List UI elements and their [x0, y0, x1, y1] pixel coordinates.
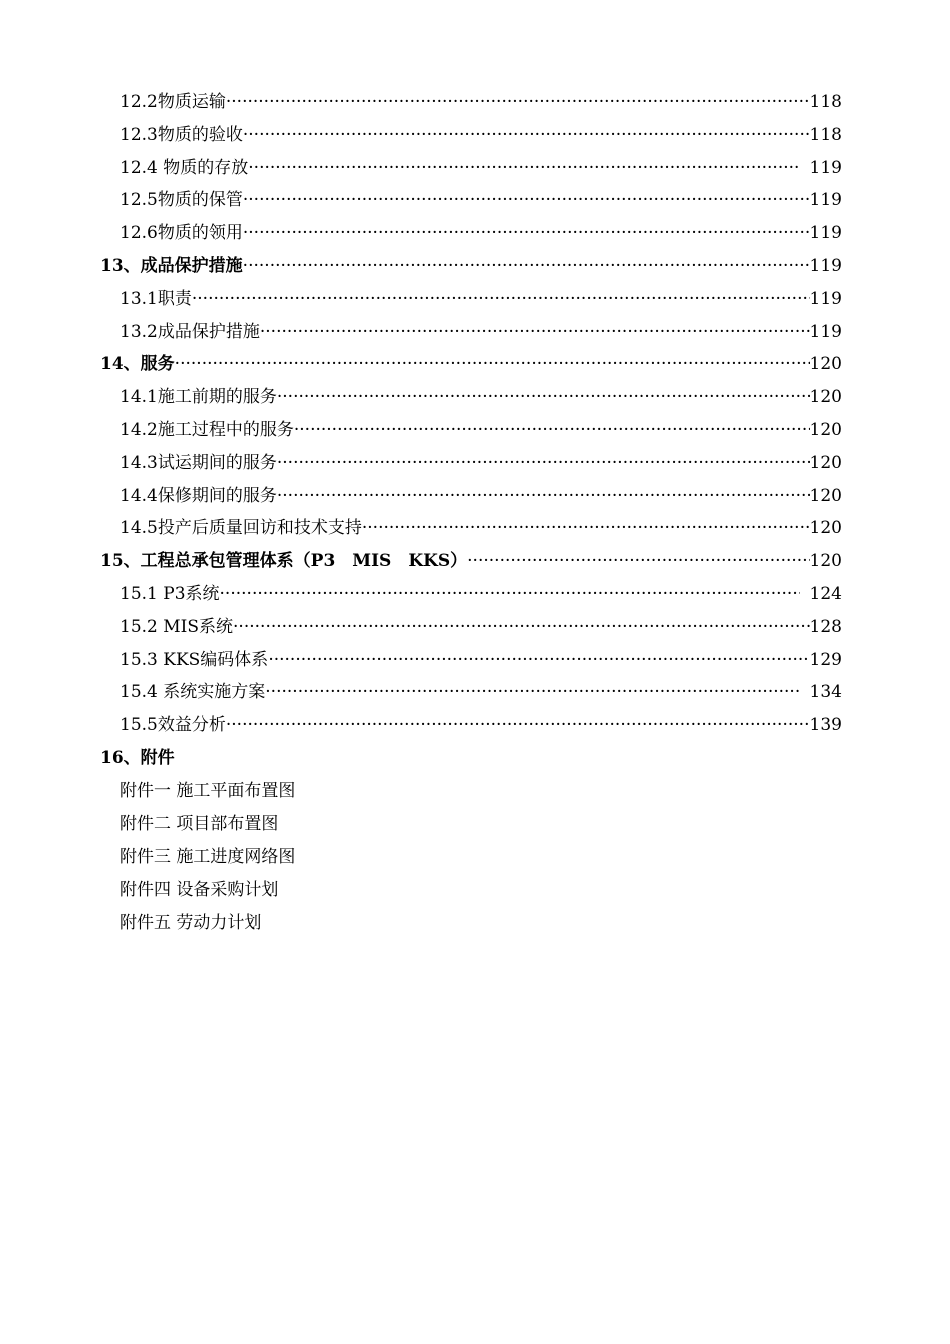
- toc-page-number: 134: [809, 682, 842, 703]
- toc-page-number: 120: [809, 419, 842, 440]
- toc-entry-title: 12.3物质的验收: [120, 124, 243, 145]
- dot-leader: [192, 283, 810, 316]
- toc-entry-title: 16、附件: [100, 747, 175, 768]
- toc-heading-attachments[interactable]: [100, 742, 842, 775]
- toc-entries: [100, 86, 842, 742]
- toc-entry-title: 14.4保修期间的服务: [120, 485, 277, 506]
- toc-entry-title: 15、工程总承包管理体系（P3 MIS KKS）: [100, 551, 468, 572]
- toc-entry[interactable]: [100, 119, 842, 152]
- dot-leader: [243, 250, 810, 283]
- toc-page-number: 128: [809, 616, 842, 637]
- toc-page-number: 120: [809, 387, 842, 408]
- dot-leader: [260, 316, 810, 349]
- toc-entry-title: 14.3试运期间的服务: [120, 452, 277, 473]
- appendix-item[interactable]: 附件四 设备采购计划: [120, 880, 279, 901]
- toc-entry[interactable]: [100, 414, 842, 447]
- toc-entry-title: 13.1职责: [120, 288, 192, 309]
- toc-entry-title: 15.3 KKS编码体系: [120, 649, 269, 670]
- appendix-item[interactable]: 附件一 施工平面布置图: [120, 780, 296, 801]
- dot-leader: [175, 348, 810, 381]
- dot-leader: [226, 86, 810, 119]
- toc-entry-title: 12.2物质运输: [120, 92, 226, 112]
- dot-leader: [467, 545, 809, 578]
- dot-leader: [294, 414, 810, 447]
- toc-entry-title: 15.5效益分析: [120, 715, 226, 736]
- dot-leader: [243, 119, 810, 152]
- toc-page-number: 119: [809, 321, 842, 342]
- toc-page-number: 139: [809, 715, 842, 736]
- toc-entry-title: 12.6物质的领用: [120, 223, 243, 244]
- toc-entry[interactable]: [100, 316, 842, 349]
- dot-leader: [248, 152, 799, 185]
- toc-page-number: 119: [809, 255, 842, 276]
- toc-page-number: 120: [809, 452, 842, 473]
- toc-page-number: 119: [809, 190, 842, 211]
- appendix-item[interactable]: 附件三 施工进度网络图: [120, 847, 296, 868]
- appendix-item[interactable]: 附件二 项目部布置图: [120, 813, 279, 834]
- toc-page-number: 120: [809, 551, 842, 572]
- toc-entry-title: 15.1 P3系统: [120, 583, 220, 604]
- toc-page-number: 119: [809, 288, 842, 309]
- dot-leader: [243, 184, 810, 217]
- toc-page-number: 119: [809, 223, 842, 244]
- toc-entry-title: 13、成品保护措施: [100, 255, 243, 276]
- appendix-item[interactable]: 附件五 劳动力计划: [120, 913, 262, 934]
- toc-entry-title: 15.2 MIS系统: [120, 616, 234, 637]
- dot-leader: [243, 217, 810, 250]
- toc-entry[interactable]: [100, 283, 842, 316]
- dot-leader: [220, 578, 800, 611]
- toc-page-number: 120: [809, 354, 842, 375]
- toc-entry[interactable]: [100, 480, 842, 513]
- dot-leader: [265, 676, 799, 709]
- toc-entry[interactable]: [100, 447, 842, 480]
- dot-leader: [226, 709, 810, 742]
- toc-entry[interactable]: [100, 512, 842, 545]
- toc-entry[interactable]: [100, 578, 842, 611]
- dot-leader: [277, 381, 810, 414]
- toc-entry[interactable]: [100, 676, 842, 709]
- toc-entry-title: 14、服务: [100, 354, 175, 375]
- toc-entry-title: 12.4 物质的存放: [120, 157, 249, 178]
- toc-page-number: 129: [809, 649, 842, 670]
- dot-leader: [268, 644, 809, 677]
- toc-entry-title: 12.5物质的保管: [120, 190, 243, 211]
- dot-leader: [233, 611, 810, 644]
- toc-page-number: 118: [809, 124, 842, 145]
- table-of-contents: [100, 86, 842, 941]
- toc-entry[interactable]: [100, 250, 842, 283]
- toc-entry-title: 14.5投产后质量回访和技术支持: [120, 518, 362, 539]
- toc-entry-title: 15.4 系统实施方案: [120, 682, 266, 703]
- toc-entry[interactable]: [100, 217, 842, 250]
- toc-entry[interactable]: [100, 348, 842, 381]
- dot-leader: [277, 480, 810, 513]
- toc-entry-title: 14.2施工过程中的服务: [120, 419, 294, 440]
- toc-entry[interactable]: [100, 709, 842, 742]
- toc-entry[interactable]: [100, 644, 842, 677]
- toc-entry[interactable]: [100, 611, 842, 644]
- toc-page-number: 124: [809, 583, 842, 604]
- toc-entry-title: 13.2成品保护措施: [120, 321, 260, 342]
- toc-page-number: 120: [809, 518, 842, 539]
- dot-leader: [362, 512, 810, 545]
- toc-entry[interactable]: [100, 184, 842, 217]
- toc-entry[interactable]: [100, 86, 842, 119]
- appendix-list: [100, 775, 842, 941]
- dot-leader: [277, 447, 810, 480]
- toc-entry[interactable]: [100, 152, 842, 185]
- toc-entry[interactable]: [100, 381, 842, 414]
- toc-entry-title: 14.1施工前期的服务: [120, 387, 277, 408]
- toc-page-number: 120: [809, 485, 842, 506]
- toc-page-number: 119: [809, 157, 842, 178]
- toc-entry[interactable]: [100, 545, 842, 578]
- toc-page-number: 118: [809, 92, 842, 112]
